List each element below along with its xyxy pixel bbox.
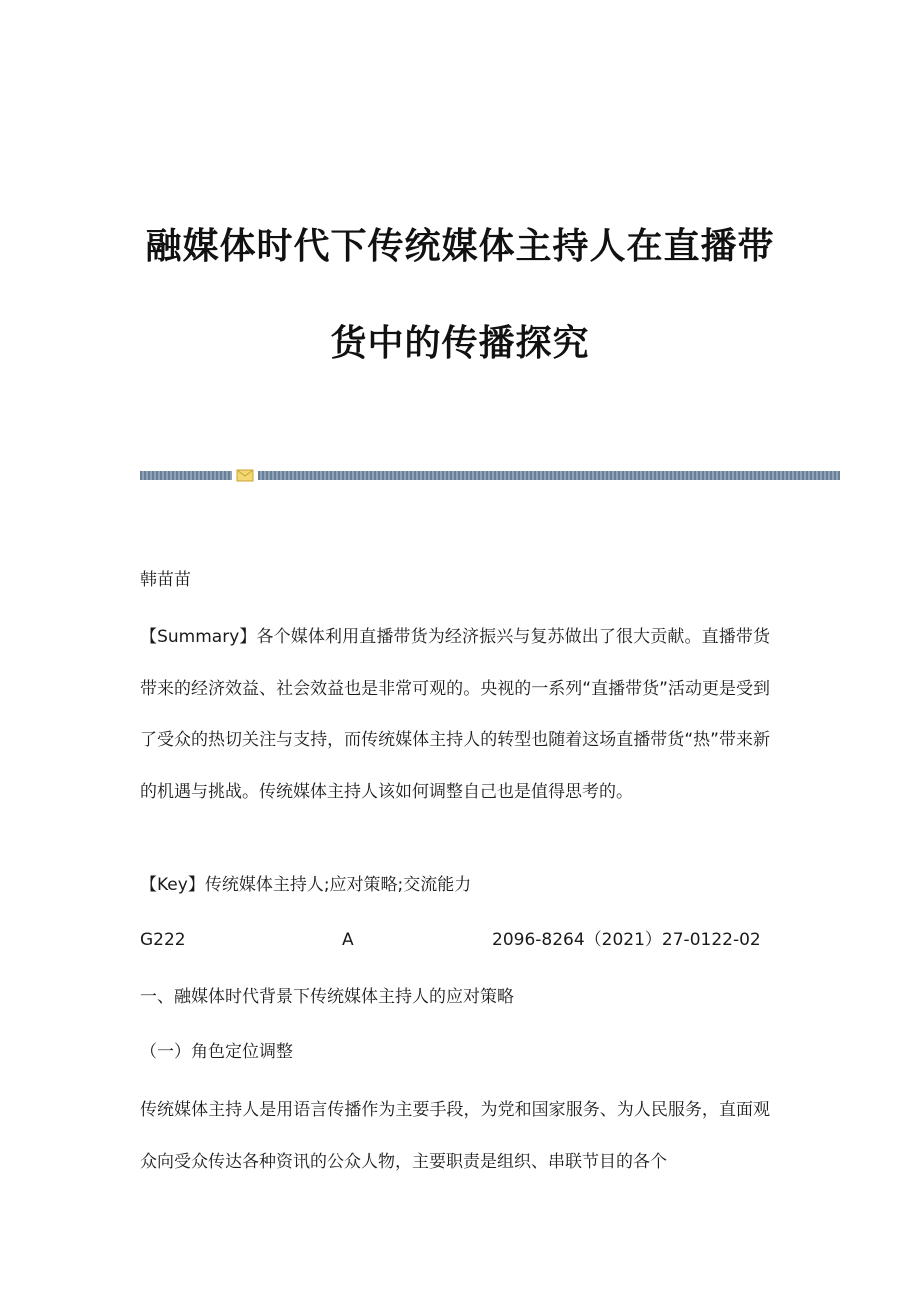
body-paragraph: 传统媒体主持人是用语言传播作为主要手段，为党和国家服务、为人民服务，直面观众向受众传达各种资讯的公众人物，主要职责是组织、串联节目的各个: [140, 1100, 770, 1172]
document-title-line-1: 融媒体时代下传统媒体主持人在直播带: [145, 225, 775, 267]
divider-bar-left: [140, 471, 232, 480]
divider-bar-right: [258, 471, 840, 480]
document-code: A: [342, 930, 354, 950]
author-name: 韩苗苗: [140, 570, 191, 590]
keywords-line: 【Key】传统媒体主持人;应对策略;交流能力: [140, 875, 472, 895]
classification-row: [140, 924, 780, 956]
article-id: 2096-8264（2021）27-0122-02: [492, 930, 761, 950]
summary-paragraph: 【Summary】各个媒体利用直播带货为经济振兴与复苏做出了很大贡献。直播带货带来的经济效益、社会效益也是非常可观的。央视的一系列“直播带货”活动更是受到了受众的热切关注与支持，而传统媒体主持人的转型也随着这场直播带货“热”带来新的机遇与挑战。传统媒体主持人该如何调整自己也是值得思考的。: [140, 627, 770, 802]
document-title-line-2: 货中的传播探究: [330, 322, 590, 364]
section-heading: 一、融媒体时代背景下传统媒体主持人的应对策略: [140, 987, 514, 1007]
subsection-heading: （一）角色定位调整: [140, 1042, 293, 1062]
envelope-icon: [236, 469, 254, 482]
title-divider: [140, 471, 840, 480]
clc-number: G222: [140, 930, 186, 950]
